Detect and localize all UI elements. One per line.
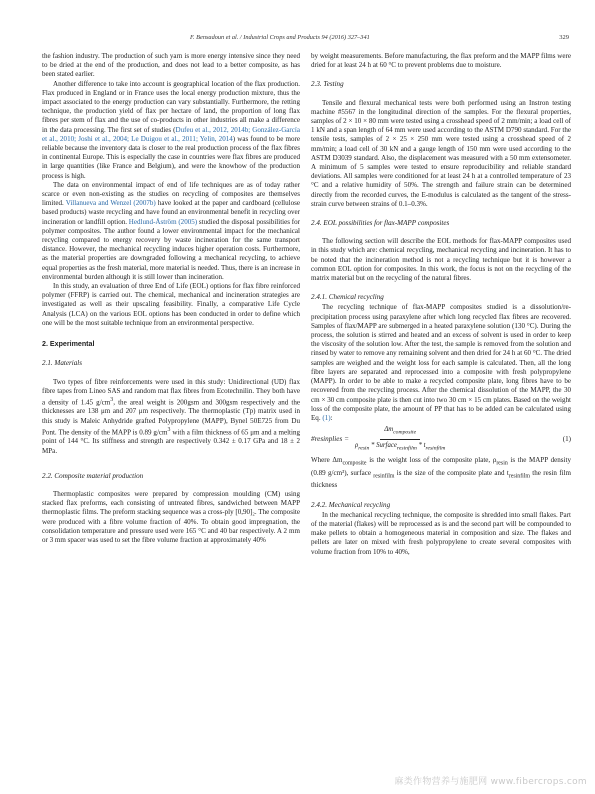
- equation-lhs: #resinplies =: [311, 434, 349, 443]
- paragraph: The following section will describe the EOL methods for flax-MAPP composites used in this study which are: chemical recycling, mechanical recycling and incineration. It has to be noted that the incineration method is not a recycling technique but it is however a common EOL option for composites. In this work, the focus is not on the recycling of the matrix material but on the recycling of the natural fibres.: [311, 237, 571, 283]
- paragraph: Two types of fibre reinforcements were used in this study: Unidirectional (UD) flax fibre tapes from Lineo SAS and random mat flax fibres from Ecotechnilin. They both have a density of 1.45 $g/cm^3$, the areal weight is 200gsm and 300gsm respectively and the thicknesses are 138 μm and 207 μm respectively. The thermoplastic (Tp) matrix used in this study is Maleic Anhydride grafted Polypropylene (MAPP), Bynel 50E725 from Du Pont. The density of the MAPP is 0.89 $g/cm^3$ with a film thickness of 65 μm and a melting point of 144 °C. Its stiffness and strength are respectively 0.342 ± 0.17 GPa and 18 ± 2 MPa.: [42, 377, 300, 455]
- subsubsection-heading: 2.4.1. Chemical recycling: [311, 293, 384, 302]
- paragraph: Tensile and flexural mechanical tests were both performed using an Instron testing machine #5567 in the longitudinal direction of the samples. For the flexural properties, samples of 2 × 10 × 80 mm were tested using a crosshead speed of 2 mm/min; a load cell of 1 kN and a span length of 64 mm were used according to the ASTM D790 standard. For the tensile tests, samples of 2 × 25 × 250 mm were tested using a crosshead speed of 2 mm/min; a load cell of 30 kN and a gauge length of 150 mm were used according to the ASTM D3039 standard. Also, the displacement was measured with a 50 mm extensometer. A minimum of 5 samples were tested to ensure reproducibility and reliable standard deviations. All samples were conditioned for at least 24 h at a controlled temperature of 23 °C and a relative humidity of 50%. The strength and failure strain can be determined directly from the recorded curves, the E-modulus is calculated as the tangent of the stress-strain curve between strains of 0.1–0.3%.: [311, 98, 571, 208]
- paragraph: The recycling technique of flax-MAPP composites studied is a dissolution/re-precipitation process using paraxylene after which long recycled flax fibres are recovered. Samples of flax/MAPP are submerged in a heated paraxylene solution (130 °C). During the process, the solution is stirred and heated and an excess of solvent is used in order to keep the viscosity of the solution low. After the test, the sample is removed from the solution and rinsed by water to remove any remaining solvent and then dried for 24 h at 60 °C. The dried samples are weighed and the weight loss for each sample is calculated. Then, all the long fibre layers are separated and reprocessed into a composite with fresh polypropylene (MAPP). In order to be able to make a recycled composite plate, long fibres have to be recovered from the recycling process. After the chemical dissolution of the MAPP, the 30 cm × 30 cm composite plate is then cut into two 30 cm × 15 cm plates. Based on the weight loss of the composite plate, the amount of PP that has to be added can be calculated using Eq. (1):: [311, 303, 571, 422]
- subsection-heading: 2.3. Testing: [311, 80, 344, 89]
- left-column: [42, 52, 300, 545]
- right-column: [311, 52, 571, 557]
- running-header: [0, 34, 595, 46]
- paragraph: Another difference to take into account is geographical location of the flax production. Flax produced in England or in France uses the local energy production mixture, thus the impact associated to the energy production can vary substantially. Furthermore, the retting technique, the production yield of flax per hectare of land, the proportion of long flax fibres per stem of flax and the use of co-products in other industries all make a difference in the data processing. The first set of studies (Dufeu et al., 2012, 2014b; González-García et al., 2010; Joshi et al., 2004; Le Duigou et al., 2011; Yelin, 2014) was found to be more reliable because the inventory data is closer to the real production process of the flax fibres in continental Europe. This is especially the case in countries were flax fibres are produced in large quantities (like France and Belgium), and were the knowhow of the production process is high.: [42, 79, 300, 180]
- subsection-heading: 2.2. Composite material production: [42, 471, 144, 480]
- citation-link[interactable]: Villanueva and Wenzel (2007b): [65, 199, 156, 208]
- watermark: 麻类作物营养与施肥网 www.fibercrops.com: [394, 777, 587, 787]
- journal-citation: F. Bensadoun et al. / Industrial Crops and Products 94 (2016) 327–341: [190, 34, 370, 41]
- paragraph: Where $\Delta m_{composite}$ is the weight loss of the composite plate, $\rho_{resin}$ is the MAPP density (0.89 g/cm³), surface $_{resinfilm}$ is the size of the composite plate and $t_{resinfilm}$ the resin film thickness: [311, 456, 571, 490]
- equation-denominator: $\rho_{resin}$ * Surface$_{resinfilm}$ * $t_{resinfilm}$: [354, 441, 446, 451]
- equation-link[interactable]: (1): [322, 413, 331, 422]
- subsection-heading: 2.1. Materials: [42, 359, 82, 368]
- paragraph: Thermoplastic composites were prepared by compression moulding (CM) using stacked flax preforms, each consisting of untreated fibres, sandwiched between MAPP thermoplastic films. The preform stacking sequence was a cross-ply [0,90]₂. The composite were produced with a fibre volume fraction of 40%. To obtain good impregnation, the consolidation temperature and pressure used were 165 °C and 40 bar respectively. A 2 mm or 3 mm spacer was used to set the fibre volume fraction at approximately 40%: [42, 490, 300, 545]
- paragraph: In this study, an evaluation of three End of Life (EOL) options for flax fibre reinforced polymer (FFRP) is carried out. The chemical, mechanical and incineration strategies are investigated as well as their upscaling feasibility. Finally, a comparative Life Cycle Analysis (LCA) on the various EOL options has been conducted in order to define which one will be the most suitable technique from an environmental perspective.: [42, 282, 300, 327]
- citation-link[interactable]: Dufeu et al., 2012, 2014b; González-García et al., 2010; Joshi et al., 2004; Le Duigou et al., 2011; Yelin, 2014: [42, 125, 300, 143]
- page-number: 329: [559, 34, 569, 41]
- paragraph: The data on environmental impact of end of life techniques are as of today rather scarce or even non-existing as the studies on recycling of composites are themselves limited. Villanueva and Wenzel (2007b) have looked at the paper and cardboard (cellulose based products) waste recycling and have found an environmental benefit in recycling over incineration or landfill option. Hedlund-Åström (2005) studied the disposal possibilities for polymer composites. The author found a lower environmental impact for the mechanical recycling compared to energy recovery by waste incineration for the same transport distance. However, the mechanical recycling induces higher operation costs. Furthermore, as the material properties are downgraded following a mechanical recycling, to achieve equal properties as the fresh material, more material is needed. Thus, there is an increase in environmental burden although it is still lower than incineration.: [42, 180, 300, 281]
- citation-link[interactable]: Hedlund-Åström (2005): [128, 217, 198, 226]
- paragraph: the fashion industry. The production of such yarn is more energy intensive since they need to be dried at the end of the production, and does not lead to a better composite, as has been stated earlier.: [42, 52, 300, 79]
- equation-1: [311, 427, 571, 451]
- section-heading: 2. Experimental: [42, 340, 95, 349]
- equation-numerator: $\Delta m_{composite}$: [380, 425, 420, 440]
- subsection-heading: 2.4. EOL possibilities for flax-MAPP composites: [311, 219, 450, 228]
- equation-fraction: [355, 425, 445, 453]
- subsubsection-heading: 2.4.2. Mechanical recycling: [311, 500, 391, 509]
- paragraph: by weight measurements. Before manufacturing, the flax preform and the MAPP films were dried for at least 24 h at 60 °C to prevent problems due to moisture.: [311, 52, 571, 70]
- paragraph: In the mechanical recycling technique, the composite is shredded into small flakes. Part of the material (flakes) will be reprocessed as is and the second part will be compounded to make pellets to obtain a homogeneous material in composition and size. The flakes and pellets are later on mixed with fresh polypropylene to create several composites with volume fraction from 10% to 40%,: [311, 510, 571, 556]
- equation-number: (1): [562, 434, 571, 443]
